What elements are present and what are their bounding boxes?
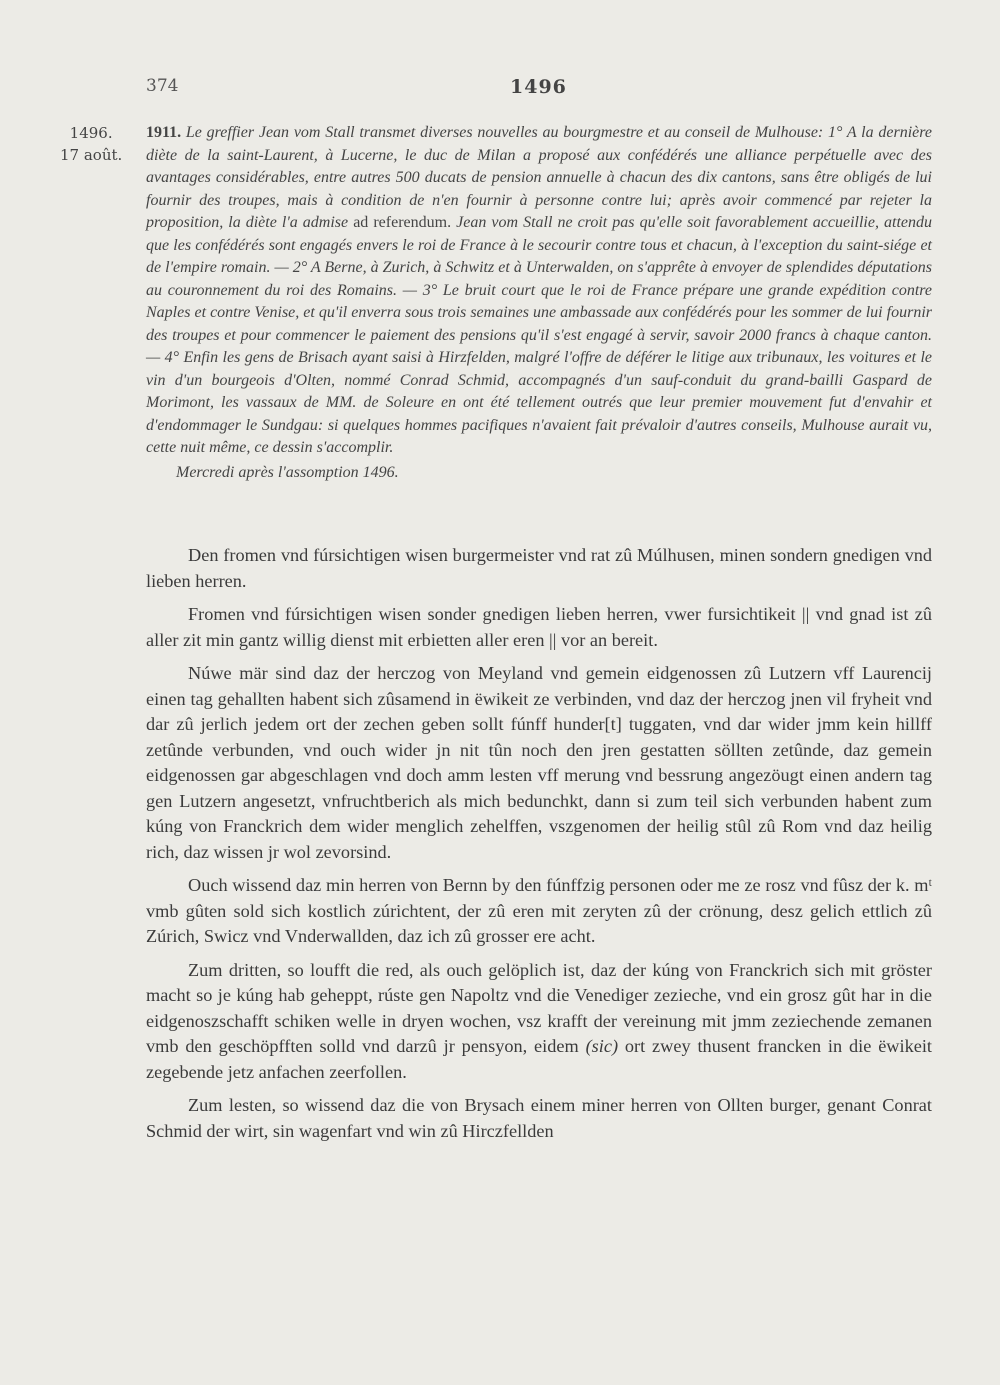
sic-note: (sic): [585, 1036, 619, 1056]
letter-address: Den fromen vnd fúrsichtigen wisen burgermeister vnd rat zû Múlhusen, minen sondern gnedigen vnd lieben herren.: [146, 545, 932, 591]
regest-text: Le greffier Jean vom Stall transmet diverses nouvelles au bourgmestre et au conseil de Mulhouse: 1° A la dernière diète de la saint-Laurent, à Lucerne, le duc de Milan a proposé aux confédérés une alliance perpétuelle avec des avantages considérables, entre autres 500 ducats de pension annuelle à chacun des dix cantons, sans être obligés de lui fournir des troupes, mais à condition de n'en fournir à personne contre lui; après avoir commencé par rejeter la proposition, la diète l'a admise: [146, 124, 932, 231]
letter-paragraph-1: Núwe mär sind daz der herczog von Meyland vnd gemein eidgenossen zû Lutzern vff Laurencij einen tag gehallten habent sich zûsamend in ëwikeit ze verbinden, vnd daz der herczog jnen vil fryheit vnd dar zû jerlich jedem ort der zechen geben sollt fúnff hunder[t] tuggaten, vnd dar wider jmm kein hillff zetûnde verbunden, vnd ouch wider jn nit tûn noch den jren gestatten söllten zetûnde, daz gemein eidgenossen gar abgeschlagen vnd doch amm lesten vff merung vnd bessrung angezöugt einen andern tag gen Lutzern angesetzt, vnfruchtberich als mich bedunchkt, dann si zum teil sich verbunden habent zum kúng von Franckrich dem wider menglich zehelffen, vszgenomen der heilig stûl zû Rom vnd daz heilig rich, daz wissen jr wol zevorsind.: [146, 663, 932, 862]
margin-year: 1496.: [69, 124, 113, 142]
margin-date-note: [60, 122, 122, 166]
document-number: 1911.: [146, 124, 182, 141]
letter-salutation: Fromen vnd fúrsichtigen wisen sonder gnedigen lieben herren, vwer fursichtikeit || vnd gnad ist zû aller zit min gantz willig dienst mit erbietten aller eren || vor an bereit.: [146, 604, 932, 650]
running-header-year: 1496: [510, 76, 567, 98]
paragraph-3-text: Zum dritten, so loufft die red, als ouch gelöplich ist, daz der kúng von Franckrich sich mit gröster macht so je kúng hab geheppt, rúste gen Napoltz vnd die Venediger zezieche, vnd ein grosz gût har in die eidgenoszschafft schiken welle in dryen wochen, vsz krafft der vereinung mit jmm zeziechende zemanen vmb den geschöpfften solld vnd darzû jr pensyon, eidem: [146, 959, 932, 1056]
letter-paragraph-2: Ouch wissend daz min herren von Bernn by den fúnffzig personen oder me ze rosz vnd fûsz der k. mᵗ vmb gûten sold sich kostlich zúrichtent, der zû eren mit zeryten zû der crönung, desz gelich ettlich zû Zúrich, Swicz vnd Vnderwallden, daz ich zû grosser ere acht.: [146, 875, 932, 946]
regest-date: Mercredi après l'assomption 1496.: [176, 463, 399, 481]
margin-day: 17 août.: [60, 146, 123, 164]
letter-body: [146, 543, 932, 1152]
regest-paragraph: [146, 122, 932, 460]
regest-summary: [146, 122, 932, 484]
paragraph-3-text-continued: ort zwey thusent francken in die ëwikeit zegebende jetz anfachen zeerfollen.: [146, 1036, 932, 1082]
regest-text-continued: Jean vom Stall ne croit pas qu'elle soit favorablement accueillie, attendu que les confédérés sont engagés envers le roi de France à le secourir contre tous et chacun, à l'exception du saint-siége et de l'empire romain. — 2° A Berne, à Zurich, à Schwitz et à Unterwalden, on s'apprête à envoyer de splendides députations au couronnement du roi des Romains. — 3° Le bruit court que le roi de France prépare une grande expédition contre Naples et contre Venise, et qu'il enverra sous trois semaines une ambassade aux confédérés pour les sommer de lui fournir des troupes et pour commencer le paiement des pensions qu'il s'est engagé à servir, savoir 2000 francs à chaque canton. — 4° Enfin les gens de Brisach ayant saisi à Hirzfelden, malgré l'offre de déférer le litige aux tribunaux, les voitures et le vin d'un bourgeois d'Olten, nommé Conrad Schmid, accompagnés d'un sauf-conduit du grand-bailli Gaspard de Morimont, les vassaux de MM. de Soleure en ont été tellement outrés que leur premier mouvement fut d'envahir et d'endommager le Sundgau: si quelques hommes pacifiques n'avaient fait prévaloir d'autres conseils, Mulhouse aurait vu, cette nuit même, ce dessin s'accomplir.: [146, 214, 932, 456]
regest-ad-referendum: ad referendum.: [353, 214, 452, 231]
letter-paragraph-4: Zum lesten, so wissend daz die von Brysach einem miner herren von Ollten burger, genant Conrat Schmid der wirt, sin wagenfart vnd win zû Hirczfellden: [146, 1095, 932, 1141]
letter-paragraph-3: [146, 958, 932, 1086]
page-number: 374: [146, 76, 179, 96]
